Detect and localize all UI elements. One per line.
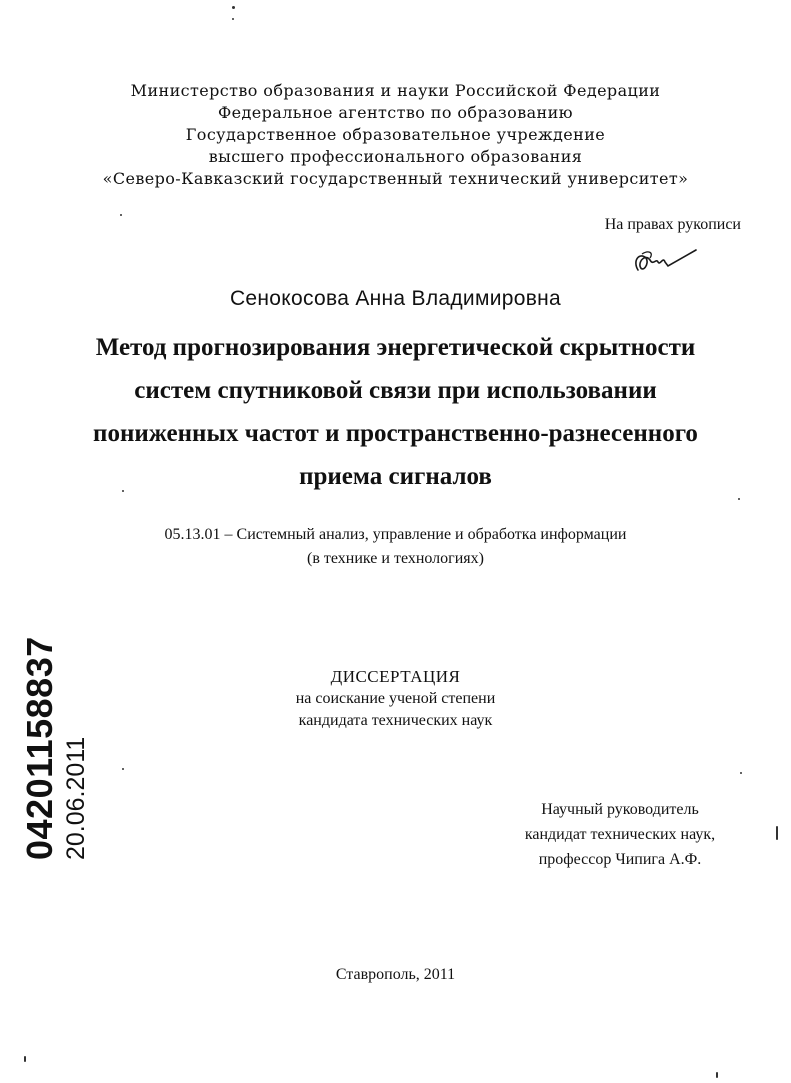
scan-speck: [716, 1072, 718, 1078]
degree-line: на соискание ученой степени: [295, 690, 496, 707]
header-line-education: высшего профессионального образования: [208, 147, 583, 166]
title-line: приема сигналов: [299, 463, 492, 490]
scan-speck: [122, 490, 124, 492]
title-line: Метод прогнозирования энергетической скрытности: [95, 334, 696, 361]
city-year: Ставрополь, 2011: [335, 966, 456, 983]
scan-speck: [232, 18, 234, 20]
header-line-institution: Государственное образовательное учреждение: [185, 125, 606, 144]
title-line: пониженных частот и пространственно-разнесенного: [93, 420, 698, 447]
advisor-degree: кандидат технических наук,: [524, 826, 716, 843]
advisor-name: профессор Чипига А.Ф.: [538, 851, 702, 868]
header-line-university: «Северо-Кавказский государственный технический университет»: [102, 169, 689, 188]
dissertation-title: [0, 326, 791, 498]
specialty-block: [0, 523, 791, 571]
dissertation-heading: ДИССЕРТАЦИЯ: [330, 667, 461, 686]
author-name: Сенокосова Анна Владимировна: [229, 287, 562, 310]
title-line: систем спутниковой связи при использовании: [134, 377, 657, 404]
degree-subline: кандидата технических наук: [298, 712, 493, 729]
dissertation-block: [0, 666, 791, 732]
scan-speck: [776, 826, 778, 840]
manuscript-note: На правах рукописи: [604, 216, 741, 233]
scan-speck: [232, 6, 235, 9]
scan-speck: [738, 498, 740, 500]
stamp-date: 20.06.2011: [62, 736, 90, 860]
header-line-ministry: Министерство образования и науки Российской Федерации: [130, 81, 661, 100]
specialty-subline: (в технике и технологиях): [307, 550, 484, 567]
specialty-code-line: 05.13.01 – Системный анализ, управление и обработка информации: [164, 526, 627, 543]
advisor-role: Научный руководитель: [541, 801, 699, 818]
institution-header: [0, 80, 791, 190]
library-stamp: [20, 636, 90, 860]
handwritten-signature: [630, 240, 700, 280]
header-line-agency: Федеральное агентство по образованию: [217, 103, 574, 122]
scan-speck: [120, 214, 122, 216]
stamp-number: 04201158837: [19, 636, 60, 860]
advisor-block: [470, 797, 770, 872]
scan-speck: [24, 1056, 26, 1062]
scan-speck: [122, 768, 124, 770]
scan-speck: [740, 772, 742, 774]
